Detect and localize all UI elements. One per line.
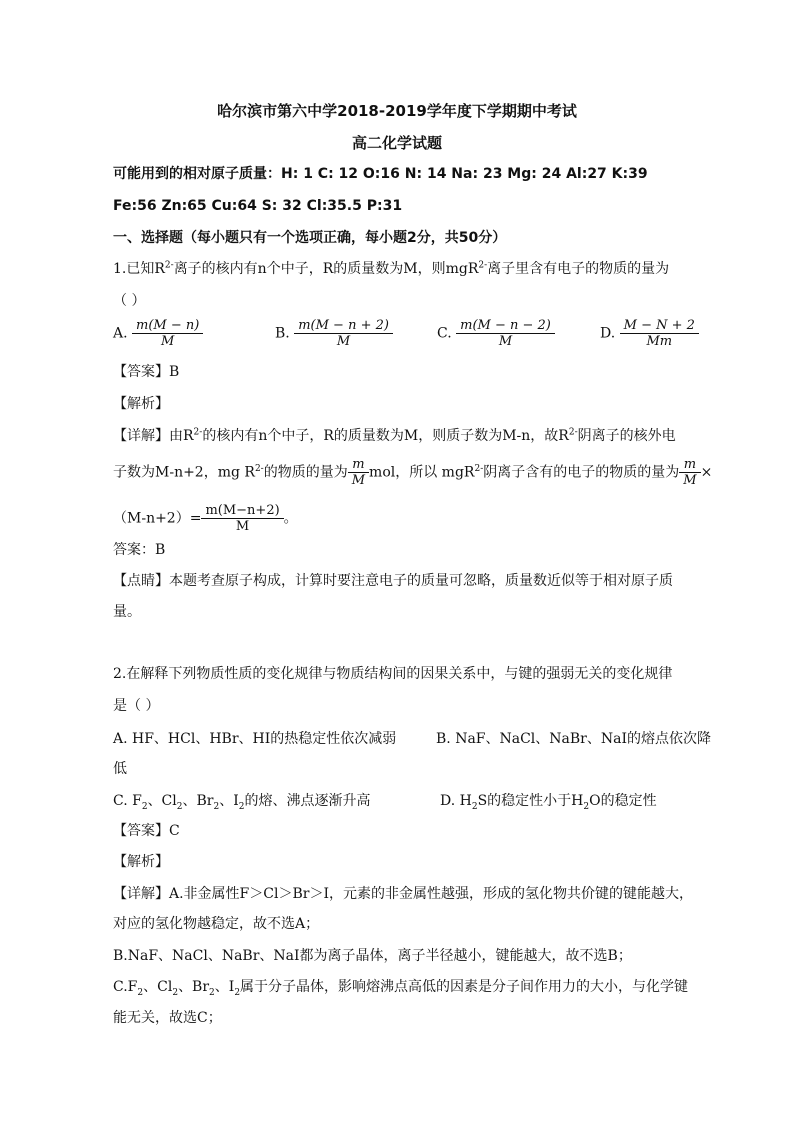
q1-stem bbox=[113, 259, 669, 279]
q1-analysis: 【解析】 bbox=[113, 396, 169, 412]
q2-option-b: B. NaF、NaCl、NaBr、NaI的熔点依次降 bbox=[436, 731, 711, 747]
option-letter: C. bbox=[437, 325, 452, 342]
q2-detail-c2: 能无关，故选C； bbox=[113, 1010, 222, 1026]
q1-option-c bbox=[437, 318, 555, 349]
q2-detail-a2: 对应的氢化物越稳定，故不选A； bbox=[113, 916, 320, 932]
option-letter: A. bbox=[113, 325, 128, 342]
fraction-m-over-M: $\frac{m}{M}$ bbox=[348, 457, 369, 488]
q2-detail-b: B.NaF、NaCl、NaBr、NaI都为离子晶体，离子半径越小，键能越大，故不选B； bbox=[113, 948, 632, 964]
q2-option-a: A. HF、HCl、HBr、HI的热稳定性依次减弱 bbox=[113, 731, 397, 747]
q1-option-b bbox=[275, 318, 393, 349]
q1-stem-b: 离子的核内有n个中子，R的质量数为M，则mgR bbox=[173, 261, 479, 277]
q2-option-d: D. $H_2S$的稳定性小于$H_2O$的稳定性 bbox=[440, 793, 657, 812]
option-fraction: $\frac{m(M - n - 2)}{M}$ bbox=[456, 318, 555, 349]
q1-answer: 【答案】B bbox=[113, 364, 180, 380]
q1-option-d bbox=[600, 318, 699, 349]
q2-stem-1: 2.在解释下列物质性质的变化规律与物质结构间的因果关系中，与键的强弱无关的变化规律 bbox=[113, 666, 673, 682]
option-fraction: $\frac{m(M - n)}{M}$ bbox=[132, 318, 203, 349]
exam-title: 哈尔滨市第六中学2018-2019学年度下学期期中考试 bbox=[217, 102, 577, 120]
q1-paren: （ ） bbox=[113, 293, 146, 309]
q1-point-1: 【点睛】本题考查原子构成，计算时要注意电子的质量可忽略，质量数近似等于相对原子质 bbox=[113, 573, 673, 589]
charge-sup: 2- bbox=[164, 260, 174, 271]
option-fraction: $\frac{M - N + 2}{Mm}$ bbox=[620, 318, 699, 349]
charge-sup: 2- bbox=[478, 260, 488, 271]
section-heading: 一、选择题（每小题只有一个选项正确，每小题2分，共50分） bbox=[113, 230, 507, 246]
q1-detail-2: 子数为M-n+2，mg $R^{2-}$的物质的量为 $\frac{m}{M}$ mol，所以 mgR$^{2-}$阴离子含有的电子的物质的量为 $\frac{m}{M}$ × bbox=[113, 457, 713, 488]
q2-stem-2: 是（ ） bbox=[113, 698, 160, 714]
atomic-mass-line-2: Fe:56 Zn:65 Cu:64 S: 32 Cl:35.5 P:31 bbox=[113, 198, 403, 214]
exam-subtitle: 高二化学试题 bbox=[351, 134, 442, 152]
q1-detail-1: 【详解】由$R^{2-}$的核内有n个中子，R的质量数为M，则质子数为M-n，故$R^{2-}$阴离子的核外电 bbox=[113, 427, 676, 444]
q2-answer: 【答案】C bbox=[113, 823, 180, 839]
fraction-m-over-M: $\frac{m}{M}$ bbox=[679, 457, 700, 488]
q1-point-2: 量。 bbox=[113, 604, 141, 620]
q1-option-a bbox=[113, 318, 203, 349]
q2-detail-c1: $C.F_2$、$Cl_2$、$Br_2$、$I_2$属于分子晶体，影响熔沸点高低的因素是分子间作用力的大小，与化学键 bbox=[113, 979, 689, 998]
atomic-mass-line-1: 可能用到的相对原子质量：H: 1 C: 12 O:16 N: 14 Na: 23 Mg: 24 Al:27 K:39 bbox=[113, 166, 648, 182]
option-letter: D. bbox=[600, 325, 616, 342]
q1-stem-a: 1.已知R bbox=[113, 261, 165, 277]
q1-stem-c: 离子里含有电子的物质的量为 bbox=[487, 261, 670, 277]
q1-answer-2: 答案：B bbox=[113, 542, 166, 558]
fraction-result: $\frac{m(M-n+2)}{M}$ bbox=[201, 503, 283, 534]
option-letter: B. bbox=[275, 325, 290, 342]
q2-detail-a1: 【详解】A.非金属性F＞Cl＞Br＞I，元素的非金属性越强，形成的氢化物共价键的键能越大， bbox=[113, 886, 693, 902]
q2-option-b-cont: 低 bbox=[113, 761, 127, 777]
q1-detail-3: （M-n+2）= $\frac{m(M-n+2)}{M}$ 。 bbox=[113, 503, 298, 534]
option-fraction: $\frac{m(M - n + 2)}{M}$ bbox=[294, 318, 393, 349]
q2-analysis: 【解析】 bbox=[113, 854, 169, 870]
q2-option-c: C. $F_2$、$Cl_2$、$Br_2$、$I_2$的熔、沸点逐渐升高 bbox=[113, 793, 371, 812]
